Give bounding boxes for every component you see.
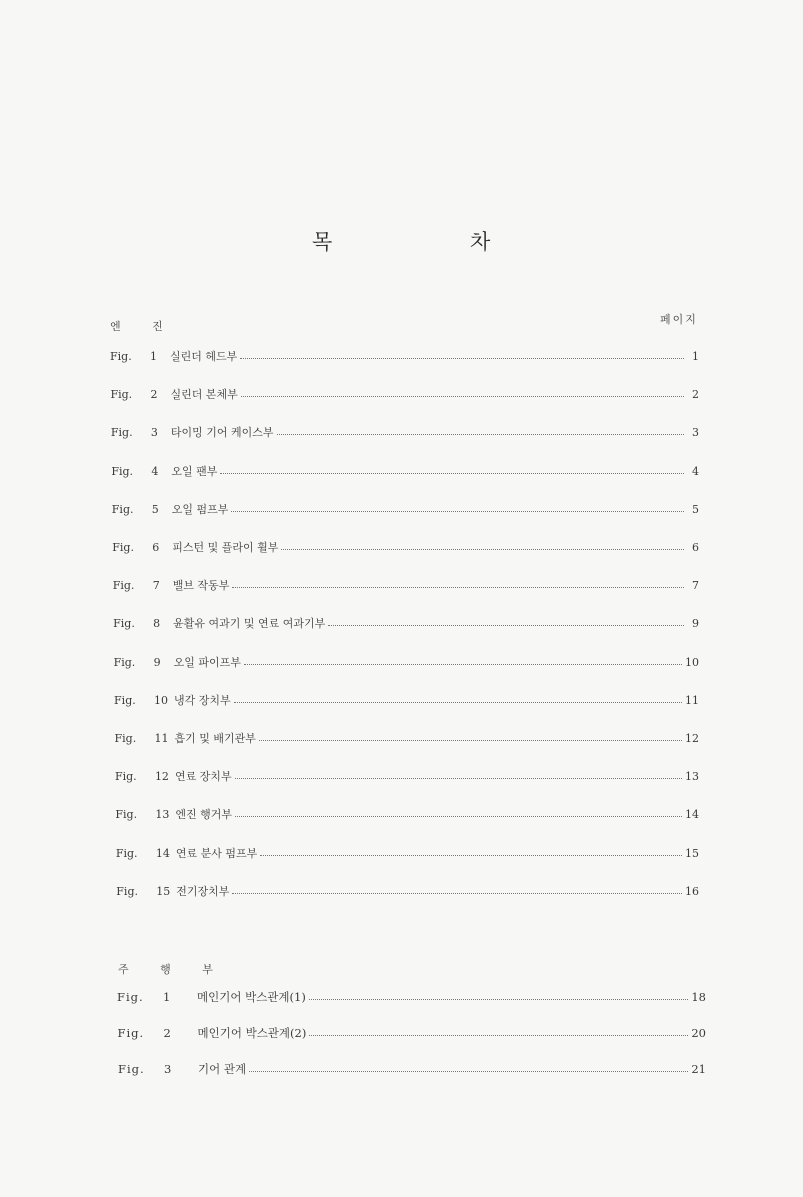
page-number: 11: [684, 693, 699, 707]
page-number: 5: [691, 502, 699, 516]
entry-title: 오일 펌프부: [171, 502, 229, 516]
fig-label: Fig.: [114, 770, 137, 784]
dot-leader: [259, 739, 682, 741]
dot-leader: [244, 663, 682, 665]
title-left: 목: [312, 230, 333, 254]
page-number: 6: [692, 541, 699, 554]
page-number: 15: [684, 846, 699, 860]
toc-entry: [112, 539, 699, 555]
entry-title: 메인기어 박스관계(2): [197, 1026, 307, 1040]
engine-section-heading: 엔 진: [110, 320, 177, 333]
entry-title: 기어 관계: [198, 1062, 247, 1076]
toc-entry: [118, 1061, 706, 1077]
fig-label: Fig.: [115, 808, 138, 822]
toc-entry: [115, 768, 699, 784]
fig-number: 14: [155, 846, 170, 860]
toc-entry: [115, 806, 699, 822]
dot-leader: [231, 510, 684, 512]
page-number: 14: [684, 808, 699, 822]
fig-number: 11: [154, 732, 169, 745]
toc-entry: [114, 654, 699, 670]
entry-title: 전기장치부: [176, 884, 230, 898]
entry-title: 타이밍 기어 케이스부: [170, 426, 274, 440]
toc-entry: [111, 424, 699, 440]
entry-title: 실린더 본체부: [170, 388, 238, 402]
toc-entry: [111, 463, 699, 479]
fig-label: Fig.: [117, 1026, 145, 1040]
dot-leader: [277, 433, 684, 435]
fig-label: Fig.: [116, 884, 138, 898]
fig-number: 13: [155, 808, 170, 822]
fig-label: Fig.: [113, 655, 136, 669]
fig-number: 2: [150, 388, 158, 402]
dot-leader: [220, 472, 684, 474]
fig-number: 8: [153, 617, 161, 631]
toc-entry: [114, 692, 699, 708]
fig-number: 9: [153, 655, 161, 669]
fig-label: Fig.: [110, 426, 133, 440]
dot-leader: [232, 586, 684, 588]
fig-label: Fig.: [111, 464, 134, 478]
title-right: 차: [470, 230, 491, 254]
toc-entry: [117, 989, 706, 1005]
dot-leader: [240, 357, 684, 359]
fig-number: 7: [152, 579, 160, 593]
page-number: 3: [691, 426, 699, 440]
fig-number: 10: [154, 693, 169, 707]
fig-number: 15: [156, 884, 171, 898]
dot-leader: [281, 548, 684, 550]
entry-title: 피스턴 및 플라이 휠부: [172, 541, 279, 554]
fig-label: Fig.: [111, 502, 134, 516]
dot-leader: [232, 892, 682, 894]
dot-leader: [260, 854, 682, 856]
entry-title: 오일 팬부: [171, 464, 218, 478]
fig-label: Fig.: [115, 846, 138, 860]
dot-leader: [249, 1070, 688, 1072]
dot-leader: [309, 1034, 688, 1036]
entry-title: 윤활유 여과기 및 연료 여과기부: [173, 617, 326, 631]
page-number: 20: [691, 1026, 706, 1040]
entry-title: 엔진 행거부: [175, 808, 233, 822]
page-number: 10: [684, 655, 699, 669]
fig-number: 1: [150, 350, 157, 363]
fig-label: Fig.: [112, 541, 134, 554]
page-number: 2: [691, 388, 699, 402]
page-number: 9: [691, 617, 699, 631]
page-number: 4: [691, 464, 699, 478]
fig-label: Fig.: [114, 732, 137, 745]
fig-number: 3: [150, 426, 158, 440]
toc-entry: [112, 501, 699, 517]
drive-section-heading: 주 행 부: [118, 963, 227, 976]
entry-title: 연료 장치부: [174, 770, 232, 784]
entry-title: 흡기 및 배기관부: [174, 732, 256, 745]
page-number: 12: [685, 732, 699, 745]
dot-leader: [235, 815, 682, 817]
page-number: 7: [691, 579, 699, 593]
page-number: 18: [691, 990, 706, 1004]
fig-label: Fig.: [118, 1062, 145, 1076]
dot-leader: [241, 395, 684, 397]
entry-title: 실린더 헤드부: [170, 350, 238, 363]
page-number: 13: [684, 770, 699, 784]
fig-number: 1: [163, 990, 171, 1004]
fig-number: 2: [163, 1026, 171, 1040]
toc-entry: [115, 730, 700, 746]
fig-number: 12: [154, 770, 169, 784]
page-number: 1: [692, 350, 699, 363]
fig-label: Fig.: [117, 990, 144, 1004]
dot-leader: [309, 998, 689, 1000]
toc-entry: [110, 386, 699, 402]
dot-leader: [328, 624, 684, 626]
page-number: 21: [691, 1062, 706, 1076]
fig-number: 4: [151, 464, 159, 478]
page-number: 16: [684, 884, 699, 898]
dot-leader: [235, 777, 682, 779]
toc-entry: [118, 1025, 707, 1041]
fig-number: 3: [164, 1062, 172, 1076]
fig-label: Fig.: [110, 388, 133, 402]
entry-title: 냉각 장치부: [174, 693, 231, 707]
entry-title: 오일 파이프부: [173, 655, 241, 669]
toc-entry: [113, 615, 699, 631]
fig-label: Fig.: [114, 693, 136, 707]
fig-label: Fig.: [110, 350, 132, 363]
fig-label: Fig.: [112, 579, 135, 593]
page-column-label: 페이지: [660, 313, 698, 326]
entry-title: 메인기어 박스관계(1): [197, 990, 306, 1004]
toc-entry: [113, 577, 699, 593]
entry-title: 연료 분사 펌프부: [175, 846, 258, 860]
dot-leader: [234, 701, 682, 703]
entry-title: 밸브 작동부: [172, 579, 230, 593]
fig-label: Fig.: [113, 617, 135, 631]
fig-number: 6: [152, 541, 160, 554]
toc-entry: [116, 883, 699, 899]
page-title: [0, 226, 803, 256]
toc-entry: [116, 845, 699, 861]
fig-number: 5: [151, 502, 159, 516]
toc-entry: [110, 348, 699, 364]
